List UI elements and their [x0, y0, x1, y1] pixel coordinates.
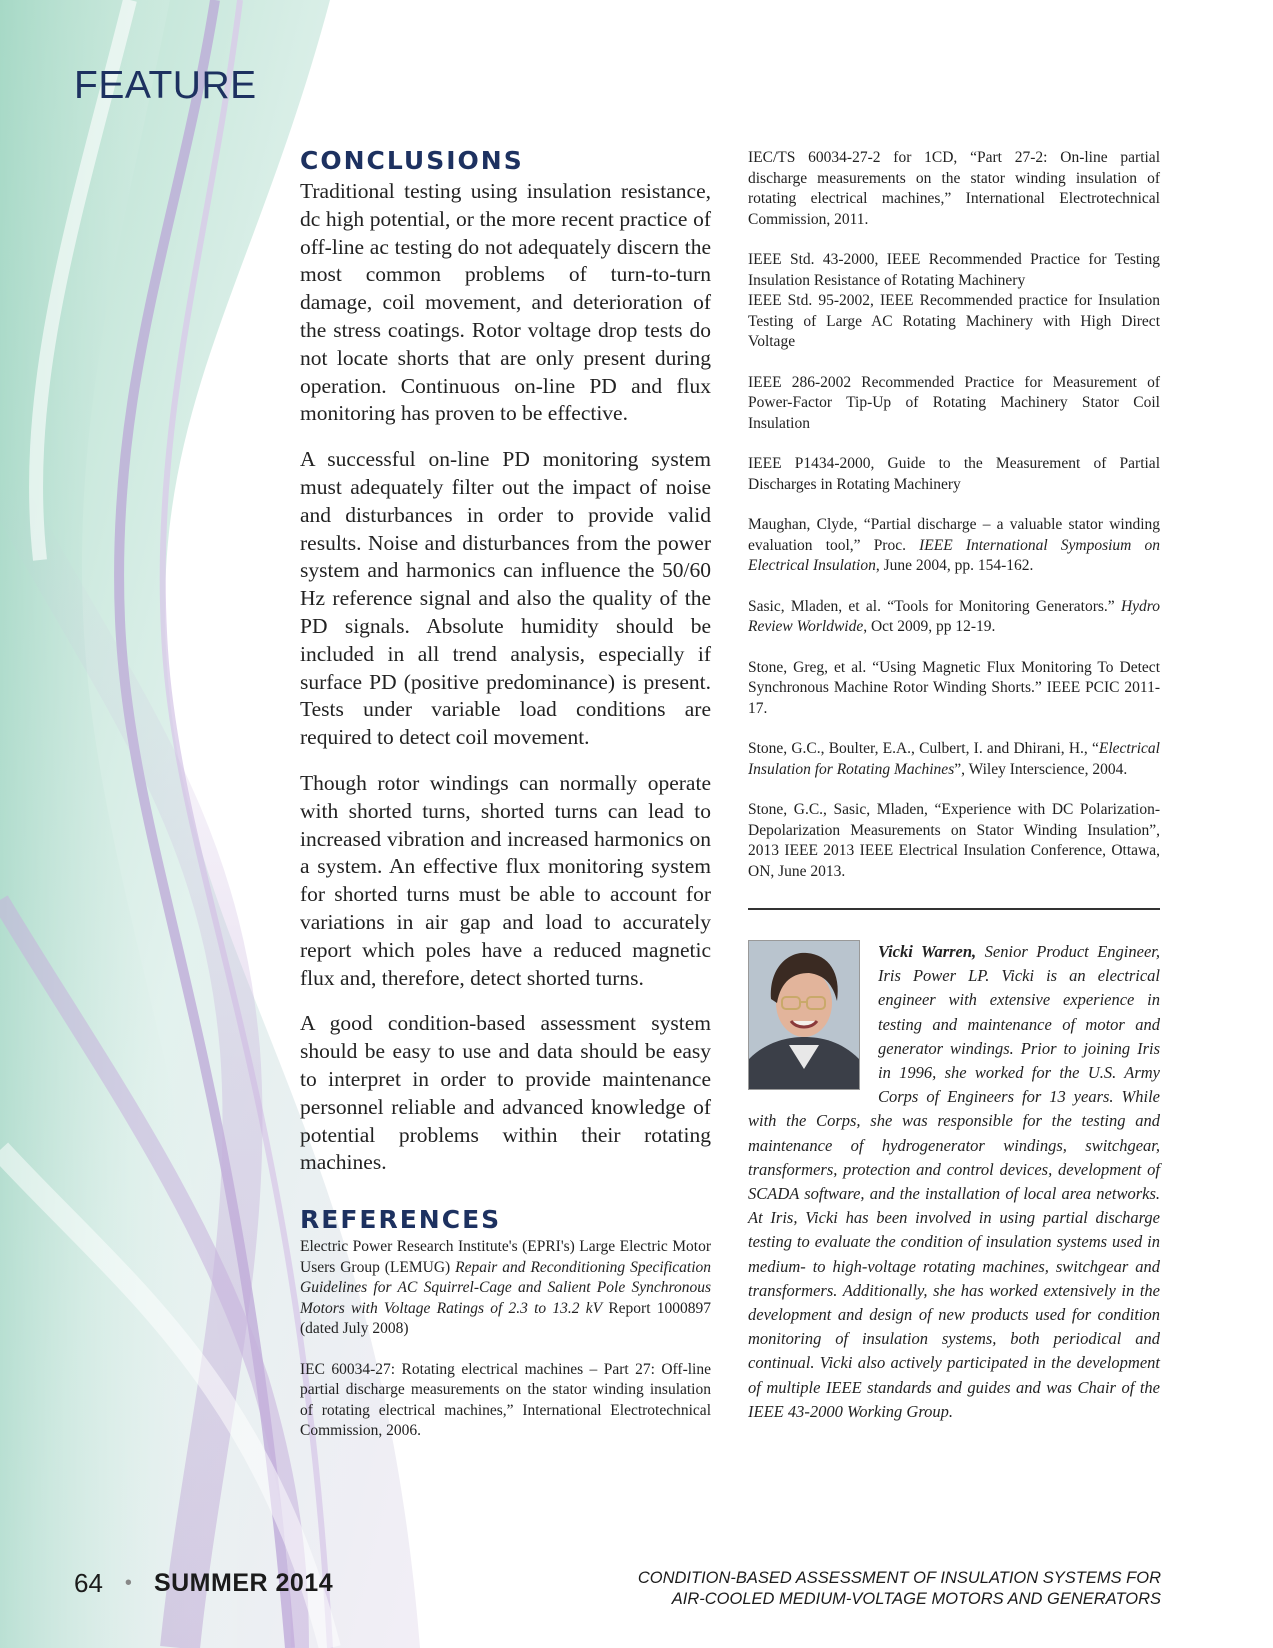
reference-sasic: Sasic, Mladen, et al. “Tools for Monitoring Generators.” Hydro Review Worldwide, Oct 2009, pp 12-19.	[748, 597, 1160, 635]
reference-ieee-95: IEEE Std. 95-2002, IEEE Recommended practice for Insulation Testing of Large AC Rotating Machinery with High Direct Voltage	[748, 292, 1160, 350]
author-photo	[748, 940, 860, 1090]
conclusions-paragraph: Though rotor windings can normally operate with shorted turns, shorted turns can lead to increased vibration and increased harmonics on a system. An effective flux monitoring system for shorted turns must be able to account for variations in air gap and load to accurately report which poles have a reduced magnetic flux and, therefore, detect shorted turns.	[300, 770, 711, 990]
reference-stone-dc: Stone, G.C., Sasic, Mladen, “Experience with DC Polarization-Depolarization Measurements on Stator Winding Insulation”, 2013 IEEE 2013 IEEE Electrical Insulation Conference, Ottawa, ON, June 2013.	[748, 801, 1160, 880]
page-number: 64	[74, 1568, 103, 1598]
conclusions-paragraph: A successful on-line PD monitoring system must adequately filter out the impact of noise and disturbances in order to provide valid results. Noise and disturbances from the power system and harmonics can influence the 50/60 Hz reference signal and also the quality of the PD signals. Absolute humidity should be included in all trend analysis, especially if surface PD (positive predominance) is present. Tests under variable load conditions are required to detect coil movement.	[300, 447, 711, 750]
reference-maughan: Maughan, Clyde, “Partial discharge – a valuable stator winding evaluation tool,” Proc. IEEE International Symposium on Electrical Insulation, June 2004, pp. 154-162.	[748, 516, 1160, 574]
reference-iec-ts: IEC/TS 60034-27-2 for 1CD, “Part 27-2: On-line partial discharge measurements on the stator winding insulation of rotating electrical machines,” International Electrotechnical Commission, 2011.	[748, 149, 1160, 228]
conclusions-paragraph: A good condition-based assessment system should be easy to use and data should be easy to interpret in order to provide maintenance personnel reliable and advanced knowledge of potential problems within their rotating machines.	[300, 1011, 711, 1175]
references-heading: REFERENCES	[300, 1205, 502, 1235]
conclusions-heading: CONCLUSIONS	[300, 146, 524, 175]
author-name: Vicki Warren,	[878, 942, 977, 961]
footer-left	[74, 1568, 333, 1599]
left-column	[300, 146, 711, 1462]
reference-epri: Electric Power Research Institute's (EPRI's) Large Electric Motor Users Group (LEMUG) Repair and Reconditioning Specification Guidelines for AC Squirrel-Cage and Salient Pole Synchronous Motors with Voltage Ratings of 2.3 to 13.2 kV Report 1000897 (dated July 2008)	[300, 1238, 711, 1338]
divider-rule	[748, 908, 1160, 910]
author-bio	[748, 940, 1160, 1424]
reference-ieee-p1434: IEEE P1434-2000, Guide to the Measurement of Partial Discharges in Rotating Machinery	[748, 455, 1160, 493]
issue-season: SUMMER 2014	[153, 1569, 334, 1597]
article-title-line: CONDITION-BASED ASSESSMENT OF INSULATION SYSTEMS FOR	[637, 1569, 1161, 1587]
reference-iec-60034-27: IEC 60034-27: Rotating electrical machines – Part 27: Off-line partial discharge measurements on the stator winding insulation of rotating electrical machines,” International Electrotechnical Commission, 2006.	[300, 1360, 711, 1440]
author-bio-text: Vicki Warren, Senior Product Engineer, Iris Power LP. Vicki is an electrical engineer with extensive experience in testing and maintenance of motor and generator windings. Prior to joining Iris in 1996, she worked for the U.S. Army Corps of Engineers for 13 years. While with the Corps, she was responsible for the testing and maintenance of hydrogenerator windings, switchgear, transformers, protection and control devices, development of SCADA software, and the installation of local area networks. At Iris, Vicki has been involved in using partial discharge testing to evaluate the condition of insulation systems used in medium- to high-voltage rotating machines, switchgear and transformers. Additionally, she has worked extensively in the development and design of new products used for condition monitoring of insulation systems, both periodical and continual. Vicki also actively participated in the development of multiple IEEE standards and guides and was Chair of the IEEE 43-2000 Working Group.	[748, 942, 1161, 1421]
reference-stone-book: Stone, G.C., Boulter, E.A., Culbert, I. and Dhirani, H., “Electrical Insulation for Rotating Machines”, Wiley Interscience, 2004.	[748, 740, 1160, 778]
footer-article-title	[638, 1568, 1161, 1610]
reference-stone-flux: Stone, Greg, et al. “Using Magnetic Flux Monitoring To Detect Synchronous Machine Rotor Winding Shorts.” IEEE PCIC 2011-17.	[748, 658, 1160, 717]
conclusions-paragraph: Traditional testing using insulation resistance, dc high potential, or the more recent practice of off-line ac testing do not adequately discern the most common problems of turn-to-turn damage, coil movement, and deterioration of the stress coatings. Rotor voltage drop tests do not locate shorts that are only present during operation. Continuous on-line PD and flux monitoring has proven to be effective.	[300, 179, 711, 426]
footer-bullet: •	[124, 1572, 132, 1594]
section-label: FEATURE	[74, 64, 257, 107]
reference-ieee-286: IEEE 286-2002 Recommended Practice for Measurement of Power-Factor Tip-Up of Rotating Machinery Stator Coil Insulation	[748, 373, 1160, 432]
references-section	[300, 1205, 711, 1442]
article-title-line: AIR-COOLED MEDIUM-VOLTAGE MOTORS AND GENERATORS	[671, 1590, 1161, 1608]
reference-ieee-43: IEEE Std. 43-2000, IEEE Recommended Practice for Testing Insulation Resistance of Rotating Machinery	[748, 251, 1160, 289]
right-column	[748, 148, 1160, 1424]
